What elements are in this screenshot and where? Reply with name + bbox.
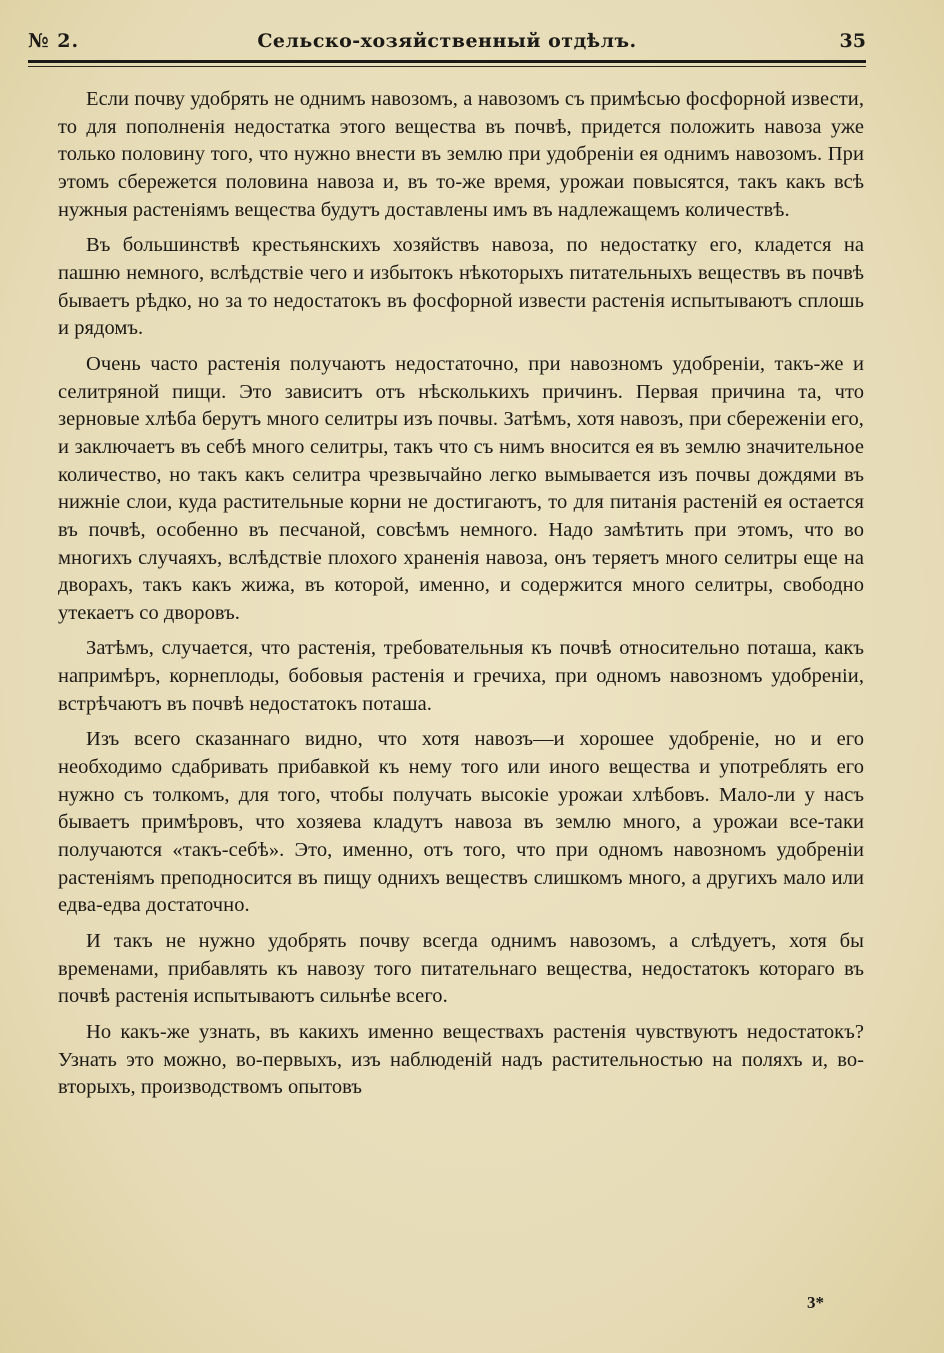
running-header xyxy=(28,28,866,60)
section-title: Сельско-хозяйственный отдѣлъ. xyxy=(257,30,637,52)
paragraph: Но какъ-же узнать, въ какихъ именно веществахъ растенія чувствуютъ недостатокъ? Узнать это можно, во-первыхъ, изъ наблюденій надъ растительностью на поляхъ и, во-вторыхъ, производствомъ опытовъ xyxy=(58,1021,864,1099)
paragraph: И такъ не нужно удобрять почву всегда однимъ навозомъ, а слѣдуетъ, хотя бы временами, прибавлять къ навозу того питательнаго вещества, недостатокъ котораго въ почвѣ растенія испытываютъ сильнѣе всего. xyxy=(58,930,864,1008)
signature-mark: 3* xyxy=(807,1293,824,1312)
paragraph: Очень часто растенія получаютъ недостаточно, при навозномъ удобреніи, такъ-же и селитряной пищи. Это зависитъ отъ нѣсколькихъ причинъ. Первая причина та, что зерновые хлѣба берутъ много селитры изъ почвы. Затѣмъ, хотя навозъ, при сбереженіи его, и заключаетъ въ себѣ много селитры, такъ что съ нимъ вносится ея въ землю значительное количество, но такъ какъ селитра чрезвычайно легко вымывается изъ почвы дождями въ нижніе слои, куда растительные корни не достигаютъ, то для питанія растеній ея остается въ почвѣ, особенно въ песчаной, совсѣмъ немного. Надо замѣтить при этомъ, что во многихъ случаяхъ, вслѣдствіе плохого храненія навоза, онъ теряетъ много селитры еще на дворахъ, такъ какъ жижа, въ которой, именно, и содержится много селитры, свободно утекаетъ со дворовъ. xyxy=(58,352,864,624)
paragraph: Въ большинствѣ крестьянскихъ хозяйствъ навоза, по недостатку его, кладется на пашню немного, вслѣдствіе чего и избытокъ нѣкоторыхъ питательныхъ веществъ въ почвѣ бываетъ рѣдко, но за то недостатокъ въ фосфорной извести растенія испытываютъ сплошь и рядомъ. xyxy=(58,234,864,340)
header-rule-thin xyxy=(28,66,866,67)
page-number: 35 xyxy=(839,30,866,52)
paragraph: Затѣмъ, случается, что растенія, требовательныя къ почвѣ относительно поташа, какъ напримѣръ, корнеплоды, бобовыя растенія и гречиха, при одномъ навозномъ удобреніи, встрѣчаютъ въ почвѣ недостатокъ поташа. xyxy=(58,637,864,715)
issue-number: № 2. xyxy=(28,30,80,52)
article-body xyxy=(58,86,864,1110)
header-rule-thick xyxy=(28,60,866,63)
paragraph: Если почву удобрять не однимъ навозомъ, а навозомъ съ примѣсью фосфорной извести, то для пополненія недостатка этого вещества въ почвѣ, придется положить навоза уже только половину того, что нужно внести въ землю при удобреніи ея однимъ навозомъ. При этомъ сбережется половина навоза и, въ то-же время, урожаи повысятся, такъ какъ всѣ нужныя растеніямъ вещества будутъ доставлены имъ въ надлежащемъ количествѣ. xyxy=(58,88,864,221)
paragraph: Изъ всего сказаннаго видно, что хотя навозъ—и хорошее удобреніе, но и его необходимо сдабривать прибавкой къ нему того или иного вещества и употреблять его нужно съ толкомъ, для того, чтобы получать высокіе урожаи хлѣбовъ. Мало-ли у насъ бываетъ примѣровъ, что хозяева кладутъ навоза въ землю много, а урожаи все-таки получаются «такъ-себѣ». Это, именно, отъ того, что при одномъ навозномъ удобреніи растеніямъ преподносится въ пищу однихъ веществъ слишкомъ много, а другихъ мало или едва-едва достаточно. xyxy=(58,728,864,917)
